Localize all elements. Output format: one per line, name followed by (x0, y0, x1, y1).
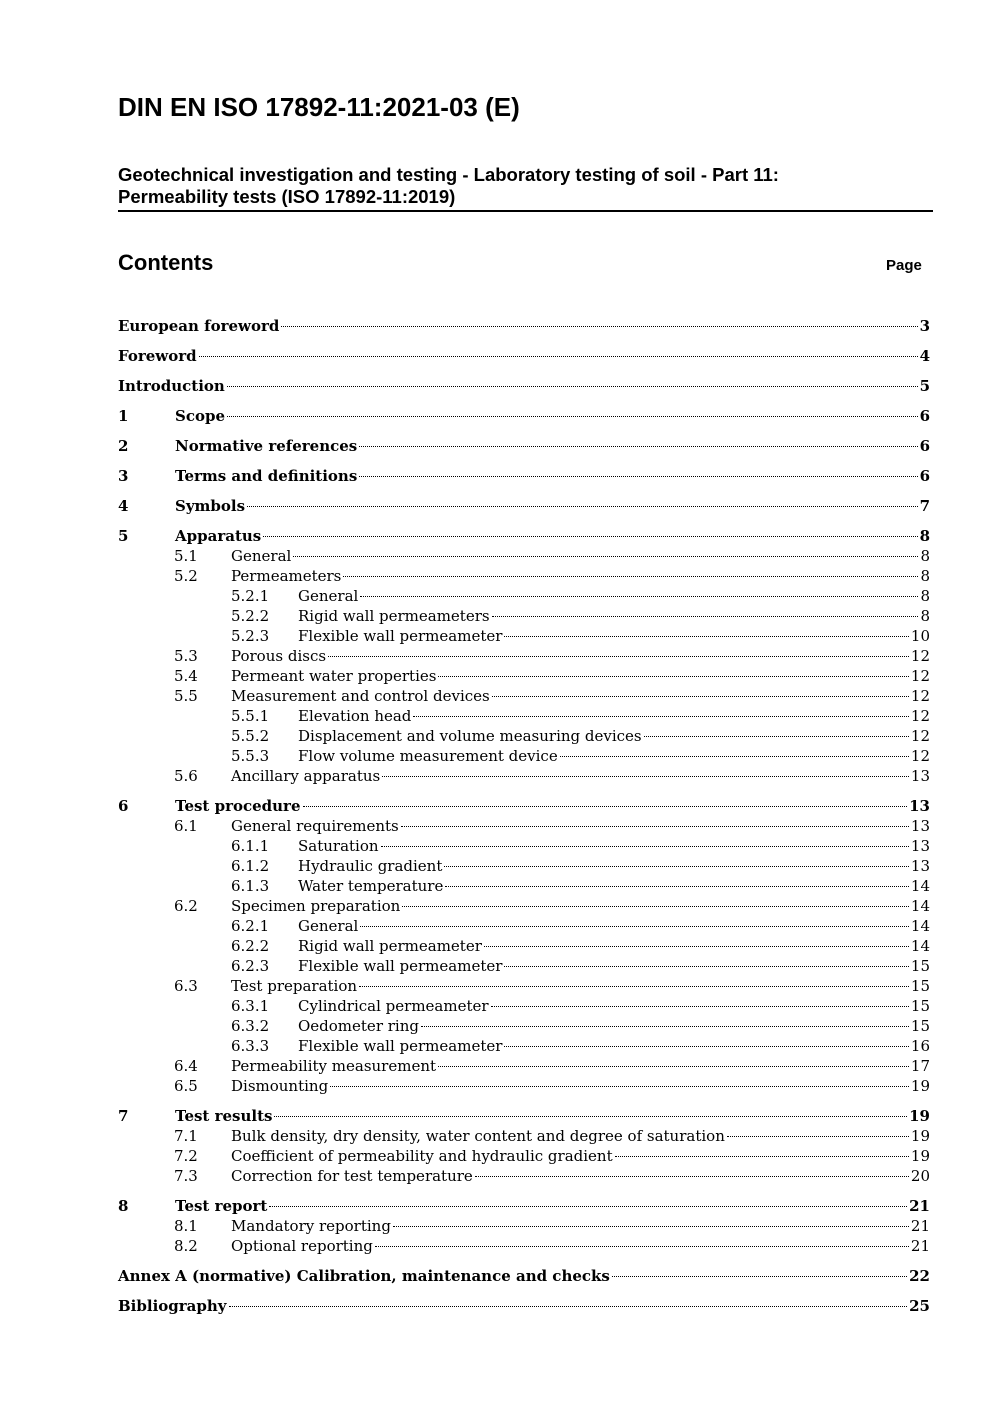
toc-entry-number: 5.5.2 (231, 727, 270, 745)
toc-entry-page: 13 (909, 797, 930, 815)
toc-entry-title: Displacement and volume measuring devices (298, 727, 642, 745)
toc-entry[interactable] (118, 816, 930, 836)
toc-entry-number: 4 (118, 497, 129, 515)
toc-dot-leader (560, 756, 909, 757)
toc-dot-leader (359, 986, 909, 987)
toc-entry[interactable] (118, 1296, 930, 1316)
toc-entry[interactable] (118, 1126, 930, 1146)
toc-dot-leader (303, 806, 908, 807)
toc-entry[interactable] (118, 956, 930, 976)
contents-heading: Contents (118, 250, 214, 275)
toc-entry-page: 6 (919, 467, 930, 485)
toc-entry-title: Saturation (298, 837, 379, 855)
toc-entry-page: 5 (919, 377, 930, 395)
toc-entry[interactable] (118, 466, 930, 486)
toc-entry[interactable] (118, 996, 930, 1016)
toc-dot-leader (328, 656, 909, 657)
toc-entry-page: 3 (919, 317, 930, 335)
toc-entry-title: Flow volume measurement device (298, 747, 558, 765)
toc-entry-page: 13 (910, 817, 930, 835)
toc-entry[interactable] (118, 976, 930, 996)
toc-dot-leader (227, 386, 918, 387)
toc-entry-title: Symbols (175, 497, 246, 515)
toc-entry-title: General (231, 547, 292, 565)
toc-entry-title: Hydraulic gradient (298, 857, 443, 875)
toc-entry[interactable] (118, 316, 930, 336)
subtitle-line-1: Geotechnical investigation and testing - Laboratory testing of soil - Part 11: (118, 164, 779, 185)
toc-entry[interactable] (118, 526, 930, 546)
toc-entry-title: Cylindrical permeameter (298, 997, 489, 1015)
toc-entry-number: 5.4 (174, 667, 198, 685)
toc-entry[interactable] (118, 1236, 930, 1256)
toc-entry-title: General (298, 917, 359, 935)
toc-entry[interactable] (118, 1076, 930, 1096)
toc-entry-number: 6.3.2 (231, 1017, 270, 1035)
toc-entry-number: 6.1 (174, 817, 198, 835)
toc-entry-number: 6.2.2 (231, 937, 270, 955)
toc-entry-page: 12 (910, 747, 930, 765)
toc-dot-leader (402, 906, 909, 907)
toc-entry-page: 15 (910, 1017, 930, 1035)
toc-entry-number: 6.4 (174, 1057, 198, 1075)
toc-entry-page: 12 (910, 647, 930, 665)
toc-entry-number: 5.2.2 (231, 607, 270, 625)
toc-entry[interactable] (118, 876, 930, 896)
toc-entry-title: Permeability measurement (231, 1057, 437, 1075)
toc-entry[interactable] (118, 916, 930, 936)
toc-entry-title: Rigid wall permeameters (298, 607, 490, 625)
toc-entry-title: Bulk density, dry density, water content and degree of saturation (231, 1127, 725, 1145)
toc-dot-leader (293, 556, 918, 557)
toc-entry-page: 25 (909, 1297, 930, 1315)
toc-entry-number: 6.3 (174, 977, 198, 995)
toc-dot-leader (281, 326, 917, 327)
toc-entry-page: 14 (910, 917, 930, 935)
toc-entry-number: 5.3 (174, 647, 198, 665)
toc-entry[interactable] (118, 346, 930, 366)
toc-dot-leader (330, 1086, 909, 1087)
toc-entry-page: 19 (909, 1107, 930, 1125)
toc-dot-leader (484, 946, 909, 947)
toc-dot-leader (438, 1066, 909, 1067)
toc-entry[interactable] (118, 1056, 930, 1076)
toc-dot-leader (421, 1026, 909, 1027)
toc-entry-page: 10 (910, 627, 930, 645)
toc-entry[interactable] (118, 1266, 930, 1286)
toc-entry-page: 15 (910, 977, 930, 995)
toc-entry-title: Terms and definitions (175, 467, 358, 485)
toc-entry-title: Optional reporting (231, 1237, 373, 1255)
toc-entry-title: Elevation head (298, 707, 412, 725)
toc-entry-page: 4 (919, 347, 930, 365)
title-divider (118, 210, 933, 212)
subtitle-line-2: Permeability tests (ISO 17892-11:2019) (118, 186, 456, 207)
toc-entry-page: 16 (910, 1037, 930, 1055)
toc-entry-number: 2 (118, 437, 129, 455)
toc-dot-leader (269, 1206, 907, 1207)
toc-dot-leader (612, 1276, 907, 1277)
toc-entry-title: Specimen preparation (231, 897, 401, 915)
toc-entry-number: 5.2.1 (231, 587, 270, 605)
toc-entry-title: Porous discs (231, 647, 327, 665)
toc-entry-number: 8 (118, 1197, 129, 1215)
toc-entry-title: Scope (175, 407, 226, 425)
toc-entry-number: 5.2 (174, 567, 198, 585)
toc-entry-number: 3 (118, 467, 129, 485)
toc-entry-page: 14 (910, 877, 930, 895)
toc-dot-leader (375, 1246, 909, 1247)
toc-entry-title: Mandatory reporting (231, 1217, 391, 1235)
toc-entry-number: 5 (118, 527, 129, 545)
toc-dot-leader (247, 506, 918, 507)
toc-entry[interactable] (118, 936, 930, 956)
toc-dot-leader (491, 1006, 909, 1007)
toc-entry[interactable] (118, 496, 930, 516)
toc-entry[interactable] (118, 686, 930, 706)
toc-entry-number: 7.3 (174, 1167, 198, 1185)
toc-entry-page: 21 (909, 1197, 930, 1215)
toc-entry-page: 8 (920, 587, 930, 605)
toc-entry[interactable] (118, 1106, 930, 1126)
toc-dot-leader (413, 716, 908, 717)
toc-entry-page: 7 (919, 497, 930, 515)
toc-dot-leader (444, 866, 909, 867)
toc-entry-title: Introduction (118, 377, 225, 395)
toc-entry-page: 13 (910, 837, 930, 855)
toc-entry-title: Test report (175, 1197, 268, 1215)
toc-entry[interactable] (118, 796, 930, 816)
toc-entry-number: 5.6 (174, 767, 198, 785)
toc-entry[interactable] (118, 746, 930, 766)
toc-entry-title: Apparatus (175, 527, 262, 545)
toc-entry-title: Normative references (175, 437, 358, 455)
toc-entry-page: 22 (909, 1267, 930, 1285)
toc-entry-title: Measurement and control devices (231, 687, 490, 705)
document-subtitle (118, 164, 933, 208)
toc-entry-title: Annex A (normative) Calibration, maintenance and checks (118, 1267, 610, 1285)
toc-entry-number: 6.5 (174, 1077, 198, 1095)
toc-entry[interactable] (118, 1146, 930, 1166)
toc-entry-page: 19 (910, 1077, 930, 1095)
toc-entry[interactable] (118, 766, 930, 786)
toc-entry-page: 17 (910, 1057, 930, 1075)
toc-dot-leader (343, 576, 918, 577)
toc-entry[interactable] (118, 856, 930, 876)
toc-dot-leader (382, 776, 909, 777)
toc-dot-leader (504, 966, 909, 967)
toc-entry-page: 8 (919, 527, 930, 545)
document-title: DIN EN ISO 17892-11:2021-03 (E) (118, 92, 520, 122)
toc-dot-leader (727, 1136, 909, 1137)
toc-entry-title: Foreword (118, 347, 197, 365)
toc-entry-page: 12 (910, 687, 930, 705)
toc-entry-title: Permeant water properties (231, 667, 437, 685)
toc-entry-page: 14 (910, 937, 930, 955)
toc-entry-number: 1 (118, 407, 129, 425)
table-of-contents (118, 316, 930, 1316)
toc-entry-page: 14 (910, 897, 930, 915)
toc-dot-leader (438, 676, 908, 677)
toc-dot-leader (445, 886, 909, 887)
toc-entry-title: Bibliography (118, 1297, 227, 1315)
toc-entry-page: 15 (910, 957, 930, 975)
toc-entry-title: Ancillary apparatus (231, 767, 381, 785)
toc-entry-title: Permeameters (231, 567, 342, 585)
toc-dot-leader (229, 1306, 908, 1307)
toc-dot-leader (615, 1156, 909, 1157)
toc-entry-title: Test preparation (231, 977, 358, 995)
toc-entry-title: Oedometer ring (298, 1017, 419, 1035)
toc-entry-number: 5.2.3 (231, 627, 270, 645)
toc-entry-number: 6.2.1 (231, 917, 270, 935)
toc-entry-page: 8 (920, 607, 930, 625)
toc-entry-title: Test results (175, 1107, 273, 1125)
toc-dot-leader (359, 446, 917, 447)
toc-entry-number: 8.1 (174, 1217, 198, 1235)
toc-dot-leader (360, 596, 918, 597)
toc-entry-number: 5.5.3 (231, 747, 270, 765)
toc-entry-page: 13 (910, 767, 930, 785)
toc-entry-page: 8 (920, 567, 930, 585)
toc-entry-page: 12 (910, 707, 930, 725)
toc-entry-title: Flexible wall permeameter (298, 1037, 503, 1055)
toc-entry-title: Test procedure (175, 797, 301, 815)
toc-entry[interactable] (118, 1216, 930, 1236)
toc-entry[interactable] (118, 626, 930, 646)
toc-entry[interactable] (118, 546, 930, 566)
toc-entry-page: 20 (910, 1167, 930, 1185)
toc-entry-page: 6 (919, 407, 930, 425)
toc-entry[interactable] (118, 1036, 930, 1056)
toc-dot-leader (504, 1046, 909, 1047)
toc-entry-number: 7.1 (174, 1127, 198, 1145)
toc-entry[interactable] (118, 706, 930, 726)
toc-entry-number: 6.3.3 (231, 1037, 270, 1055)
toc-entry-page: 19 (910, 1127, 930, 1145)
toc-entry[interactable] (118, 606, 930, 626)
toc-dot-leader (644, 736, 909, 737)
toc-dot-leader (475, 1176, 909, 1177)
toc-dot-leader (360, 926, 909, 927)
toc-dot-leader (393, 1226, 909, 1227)
toc-entry[interactable] (118, 1016, 930, 1036)
toc-dot-leader (227, 416, 918, 417)
toc-entry-page: 21 (910, 1237, 930, 1255)
toc-entry[interactable] (118, 666, 930, 686)
toc-entry-title: Flexible wall permeameter (298, 627, 503, 645)
page-column-heading: Page (886, 257, 922, 274)
toc-entry[interactable] (118, 376, 930, 396)
toc-entry-page: 6 (919, 437, 930, 455)
toc-entry-page: 8 (920, 547, 930, 565)
toc-entry-number: 6.1.2 (231, 857, 270, 875)
toc-entry-number: 5.5 (174, 687, 198, 705)
toc-entry-number: 6.3.1 (231, 997, 270, 1015)
toc-entry-number: 6.1.3 (231, 877, 270, 895)
toc-entry-title: General (298, 587, 359, 605)
toc-entry-number: 6.1.1 (231, 837, 270, 855)
toc-entry-page: 13 (910, 857, 930, 875)
toc-dot-leader (381, 846, 909, 847)
toc-entry-title: Coefficient of permeability and hydraulic gradient (231, 1147, 613, 1165)
toc-entry[interactable] (118, 566, 930, 586)
toc-entry-title: European foreword (118, 317, 280, 335)
toc-entry-page: 21 (910, 1217, 930, 1235)
toc-entry-number: 7 (118, 1107, 129, 1125)
toc-entry-page: 12 (910, 667, 930, 685)
toc-entry[interactable] (118, 436, 930, 456)
toc-dot-leader (492, 696, 909, 697)
toc-dot-leader (504, 636, 909, 637)
toc-entry-number: 6 (118, 797, 129, 815)
toc-entry-number: 5.5.1 (231, 707, 270, 725)
toc-dot-leader (492, 616, 919, 617)
toc-dot-leader (263, 536, 917, 537)
toc-entry[interactable] (118, 726, 930, 746)
toc-entry-title: Water temperature (298, 877, 444, 895)
toc-entry-page: 12 (910, 727, 930, 745)
toc-entry-title: General requirements (231, 817, 399, 835)
toc-entry[interactable] (118, 646, 930, 666)
toc-dot-leader (199, 356, 918, 357)
toc-entry[interactable] (118, 896, 930, 916)
toc-entry-page: 15 (910, 997, 930, 1015)
toc-entry-number: 5.1 (174, 547, 198, 565)
toc-entry-number: 7.2 (174, 1147, 198, 1165)
toc-entry-page: 19 (910, 1147, 930, 1165)
toc-entry[interactable] (118, 406, 930, 426)
toc-entry[interactable] (118, 1196, 930, 1216)
toc-entry-title: Correction for test temperature (231, 1167, 473, 1185)
toc-entry[interactable] (118, 1166, 930, 1186)
toc-dot-leader (359, 476, 917, 477)
toc-entry[interactable] (118, 836, 930, 856)
toc-entry[interactable] (118, 586, 930, 606)
toc-entry-number: 8.2 (174, 1237, 198, 1255)
toc-dot-leader (401, 826, 909, 827)
toc-entry-title: Dismounting (231, 1077, 329, 1095)
toc-entry-title: Rigid wall permeameter (298, 937, 482, 955)
toc-dot-leader (274, 1116, 907, 1117)
toc-entry-number: 6.2 (174, 897, 198, 915)
toc-entry-number: 6.2.3 (231, 957, 270, 975)
toc-entry-title: Flexible wall permeameter (298, 957, 503, 975)
